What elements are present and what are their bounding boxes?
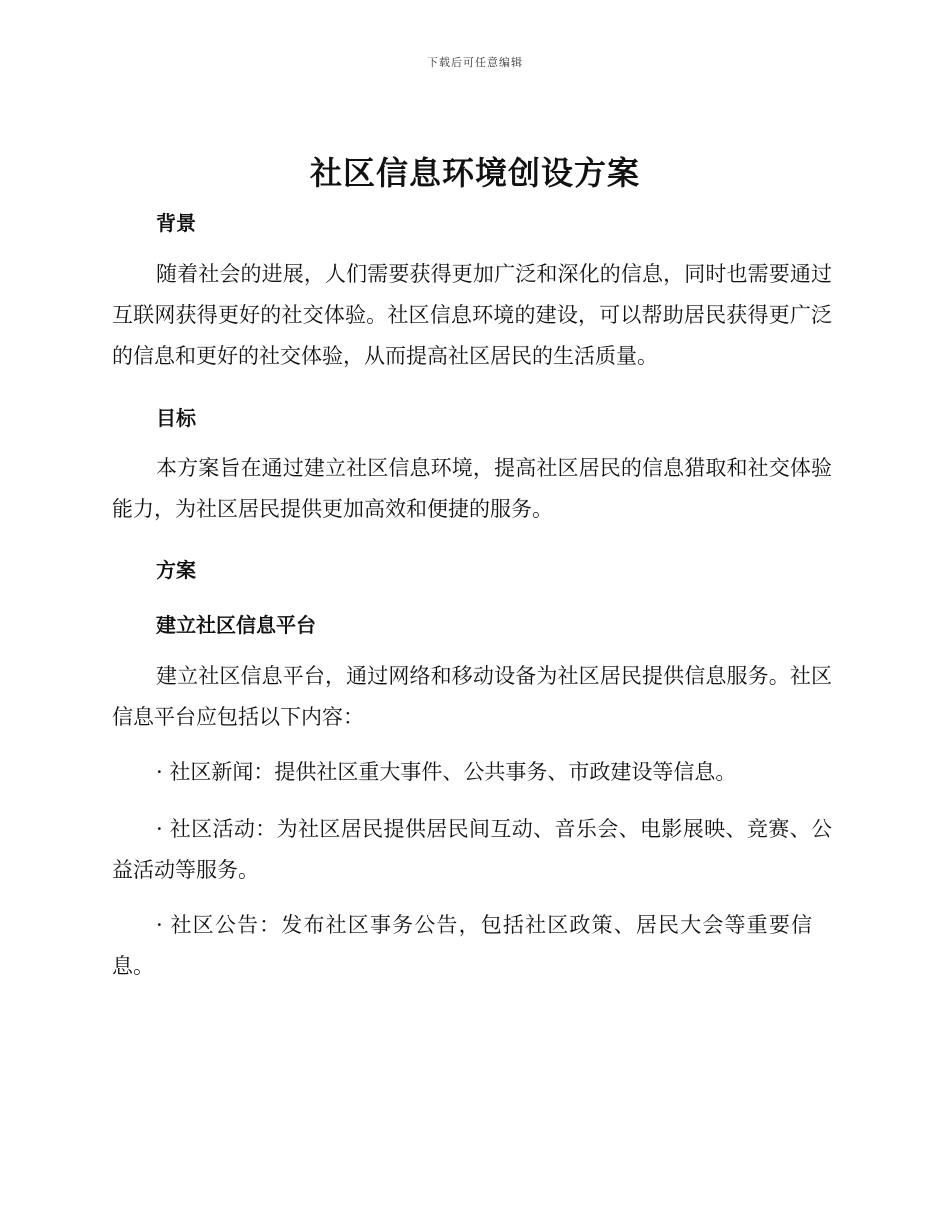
- subheading-platform: 建立社区信息平台: [156, 613, 316, 637]
- list-item-news: · 社区新闻：提供社区重大事件、公共事务、市政建设等信息。: [156, 760, 737, 784]
- heading-background: 背景: [156, 211, 196, 235]
- heading-goal: 目标: [156, 406, 196, 430]
- list-item-announcements: · 社区公告：发布社区事务公告，包括社区政策、居民大会等重要信息。: [112, 913, 812, 978]
- paragraph-platform-intro: 建立社区信息平台，通过网络和移动设备为社区居民提供信息服务。社区信息平台应包括以下内容：: [112, 664, 832, 729]
- header-note: 下载后可任意编辑: [427, 56, 523, 69]
- heading-plan: 方案: [156, 558, 196, 582]
- list-item-activities: · 社区活动：为社区居民提供居民间互动、音乐会、电影展映、竞赛、公益活动等服务。: [112, 817, 832, 882]
- paragraph-goal: 本方案旨在通过建立社区信息环境，提高社区居民的信息猎取和社交体验能力，为社区居民提供更加高效和便捷的服务。: [112, 456, 832, 521]
- paragraph-background: 随着社会的进展，人们需要获得更加广泛和深化的信息，同时也需要通过互联网获得更好的社交体验。社区信息环境的建设，可以帮助居民获得更广泛的信息和更好的社交体验，从而提高社区居民的生活质量。: [112, 262, 832, 368]
- document-title: 社区信息环境创设方案: [309, 154, 640, 192]
